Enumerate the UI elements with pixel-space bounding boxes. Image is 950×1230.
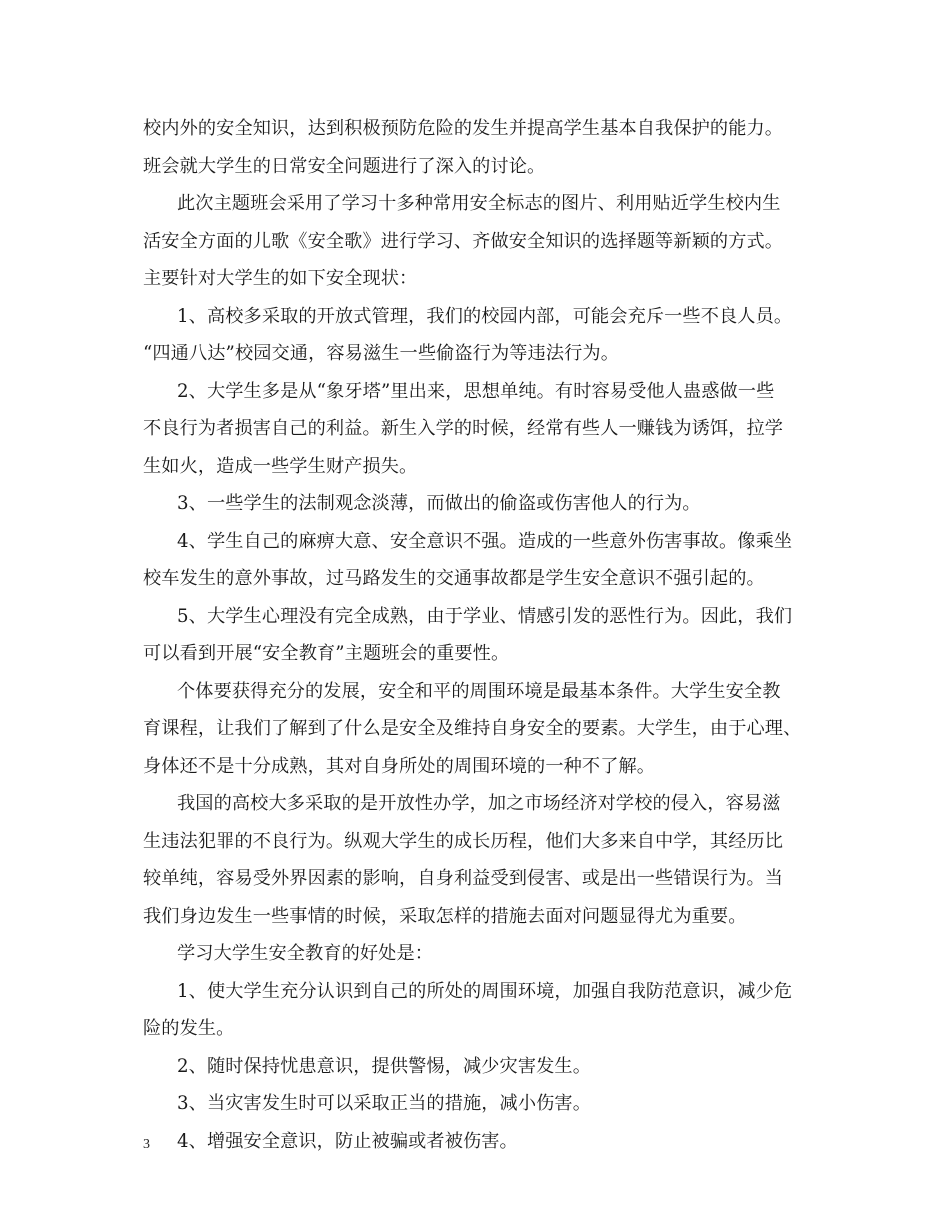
text-line: 生如火，造成一些学生财产损失。 — [143, 455, 418, 477]
text-line: 4、增强安全意识，防止被骗或者被伤害。 — [177, 1130, 518, 1152]
text-line: 学习大学生安全教育的好处是： — [177, 943, 434, 964]
text-line: 1、使大学生充分认识到自己的所处的周围环境，加强自我防范意识，减少危 — [177, 980, 793, 1002]
text-line: 不良行为者损害自己的利益。新生入学的时候，经常有些人一赚钱为诱饵，拉学 — [143, 418, 784, 439]
text-line: 可以看到开展“安全教育”主题班会的重要性。 — [143, 643, 510, 664]
page-number: 3 — [143, 1137, 150, 1152]
text-line: 此次主题班会采用了学习十多种常用安全标志的图片、利用贴近学生校内生 — [177, 193, 781, 214]
text-line: 我国的高校大多采取的是开放性办学，加之市场经济对学校的侵入，容易滋 — [177, 793, 781, 814]
text-line: 2、随时保持忧患意识，提供警惕，减少灾害发生。 — [177, 1055, 591, 1077]
text-line: 3、当灾害发生时可以采取正当的措施，减小伤害。 — [177, 1093, 591, 1114]
text-line: 校车发生的意外事故，过马路发生的交通事故都是学生安全意识不强引起的。 — [143, 568, 765, 589]
text-line: 我们身边发生一些事情的时候，采取怎样的措施去面对问题显得尤为重要。 — [143, 905, 747, 927]
text-line: 个体要获得充分的发展，安全和平的周围环境是最基本条件。大学生安全教 — [177, 680, 781, 702]
text-line: 5、大学生心理没有完全成熟，由于学业、情感引发的恶性行为。因此，我们 — [177, 605, 793, 627]
text-line: 险的发生。 — [143, 1018, 235, 1039]
text-line: 较单纯，容易受外界因素的影响，自身利益受到侵害、或是出一些错误行为。当 — [143, 868, 784, 889]
text-line: 活安全方面的儿歌《安全歌》进行学习、齐做安全知识的选择题等新颖的方式。 — [143, 230, 784, 252]
text-line: 生违法犯罪的不良行为。纵观大学生的成长历程，他们大多来自中学，其经历比 — [143, 830, 784, 852]
text-line: 育课程，让我们了解到了什么是安全及维持自身安全的要素。大学生，由于心理、 — [143, 718, 802, 739]
text-line: 班会就大学生的日常安全问题进行了深入的讨论。 — [143, 155, 546, 177]
text-line: “四通八达”校园交通，容易滋生一些偷盗行为等违法行为。 — [143, 343, 619, 364]
text-line: 2、大学生多是从“象牙塔”里出来，思想单纯。有时容易受他人蛊惑做一些 — [177, 380, 775, 402]
body-text — [143, 110, 813, 1160]
text-line: 校内外的安全知识，达到积极预防危险的发生并提高学生基本自我保护的能力。 — [143, 118, 784, 139]
text-line: 3、一些学生的法制观念淡薄，而做出的偷盗或伤害他人的行为。 — [177, 493, 701, 514]
text-line: 1、高校多采取的开放式管理，我们的校园内部，可能会充斥一些不良人员。 — [177, 305, 793, 327]
text-line: 主要针对大学生的如下安全现状： — [143, 268, 418, 289]
text-line: 4、学生自己的麻痹大意、安全意识不强。造成的一些意外伤害事故。像乘坐 — [177, 530, 793, 552]
text-line: 身体还不是十分成熟，其对自身所处的周围环境的一种不了解。 — [143, 755, 656, 777]
